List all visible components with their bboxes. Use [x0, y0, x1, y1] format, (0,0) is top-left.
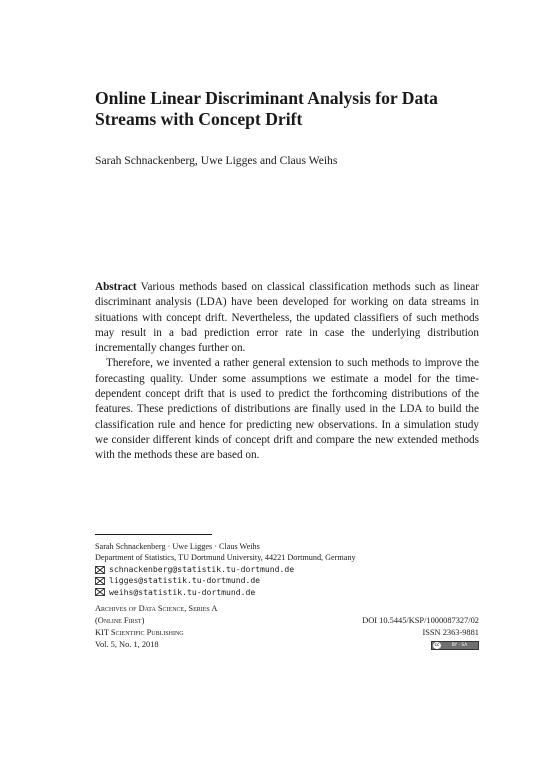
volume-info: Vol. 5, No. 1, 2018	[95, 640, 159, 649]
journal-row-3	[95, 627, 479, 639]
publisher: KIT Scientific Publishing	[95, 628, 184, 637]
email-link-weihs[interactable]: weihs@statistik.tu-dortmund.de	[109, 586, 256, 597]
cc-icon: cc	[434, 642, 440, 648]
author-footnote	[95, 541, 479, 598]
journal-name: Archives of Data Science, Series A	[95, 604, 218, 613]
journal-info	[95, 603, 479, 651]
footnote-divider	[95, 534, 212, 535]
journal-row-2	[95, 615, 479, 627]
abstract	[95, 280, 479, 464]
author-list: Sarah Schnackenberg, Uwe Ligges and Claus Weihs	[95, 154, 338, 167]
paper-title: Online Linear Discriminant Analysis for Data Streams with Concept Drift	[95, 88, 438, 129]
abstract-paragraph-1	[95, 280, 479, 356]
abstract-paragraph-2: Therefore, we invented a rather general extension to such methods to improve the forecasting quality. Under some assumptions we estimate a model for the time-dependent concept drift that is used to predict the forthcoming distributions of the features. These predictions of distributions are finally used in the LDA to build the classification rule and hence for predicting new observations. In a simulation study we consider different kinds of concept drift and compare the new extended methods with the methods these are based on.	[95, 357, 479, 462]
envelope-icon	[95, 566, 105, 574]
doi[interactable]: DOI 10.5445/KSP/1000087327/02	[362, 616, 479, 625]
email-row-2	[95, 575, 479, 586]
journal-edition: (Online First)	[95, 616, 145, 625]
abstract-text-1: Various methods based on classical classification methods such as linear discriminant analysis (LDA) have been developed for working on data streams in situations with concept drift. Nevertheless, the updated classifiers of such methods may result in a bad prediction error rate in case the underlying distribution incrementally changes further on.	[95, 281, 479, 355]
email-link-ligges[interactable]: ligges@statistik.tu-dortmund.de	[109, 575, 261, 586]
footnote-authors: Sarah Schnackenberg · Uwe Ligges · Claus Weihs	[95, 542, 260, 551]
footnote-affiliation: Department of Statistics, TU Dortmund University, 44221 Dortmund, Germany	[95, 553, 356, 563]
email-row-3	[95, 587, 479, 598]
abstract-label: Abstract	[95, 281, 137, 293]
journal-row-4	[95, 639, 479, 651]
cc-by-sa-label: BY · SA	[451, 642, 468, 648]
email-row-1	[95, 564, 479, 575]
issn: ISSN 2363-9881	[422, 628, 479, 637]
email-link-schnackenberg[interactable]: schnackenberg@statistik.tu-dortmund.de	[109, 563, 295, 574]
envelope-icon	[95, 577, 105, 585]
journal-row-1	[95, 603, 479, 615]
cc-license-badge[interactable]	[431, 641, 479, 650]
envelope-icon	[95, 588, 105, 596]
